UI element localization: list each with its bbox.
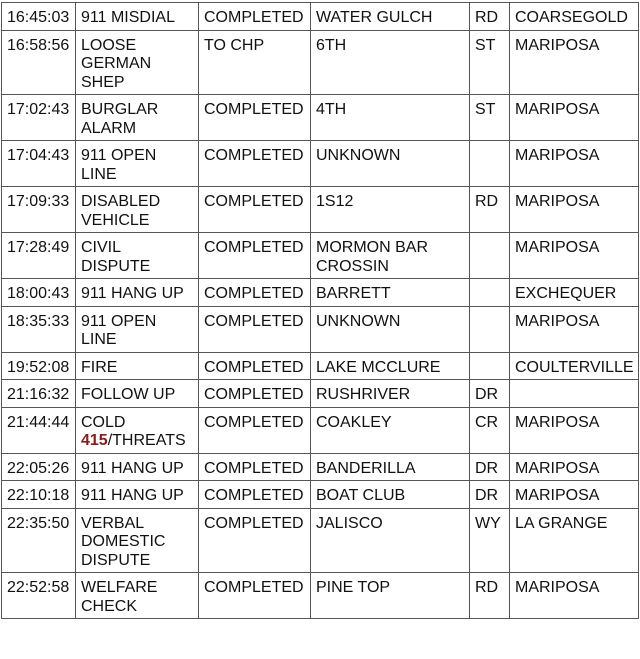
cell-status: COMPLETED: [199, 573, 311, 619]
cell-status: COMPLETED: [199, 306, 311, 352]
cell-street-suffix: [470, 279, 510, 307]
cell-street: BANDERILLA: [311, 453, 470, 481]
cell-street-suffix: [470, 233, 510, 279]
cell-street: LAKE MCCLURE: [311, 352, 470, 380]
cell-call-type: CIVIL DISPUTE: [76, 233, 199, 279]
cell-status: COMPLETED: [199, 141, 311, 187]
cell-status: COMPLETED: [199, 279, 311, 307]
cell-street-suffix: RD: [470, 187, 510, 233]
cell-street: UNKNOWN: [311, 141, 470, 187]
table-row: [2, 3, 639, 31]
cell-status: COMPLETED: [199, 407, 311, 453]
table-row: [2, 407, 639, 453]
cell-status: COMPLETED: [199, 453, 311, 481]
cell-street-suffix: DR: [470, 481, 510, 509]
cell-city: COULTERVILLE: [510, 352, 639, 380]
cell-street-suffix: [470, 352, 510, 380]
cell-call-type: VERBAL DOMESTIC DISPUTE: [76, 508, 199, 573]
table-row: [2, 481, 639, 509]
table-row: [2, 279, 639, 307]
cell-street: RUSHRIVER: [311, 380, 470, 408]
cell-status: TO CHP: [199, 30, 311, 95]
cell-time: 21:16:32: [2, 380, 76, 408]
cell-city: MARIPOSA: [510, 30, 639, 95]
cell-street-suffix: CR: [470, 407, 510, 453]
cell-street: JALISCO: [311, 508, 470, 573]
cell-street-suffix: ST: [470, 30, 510, 95]
cell-call-type: DISABLED VEHICLE: [76, 187, 199, 233]
cell-city: MARIPOSA: [510, 453, 639, 481]
cell-street: UNKNOWN: [311, 306, 470, 352]
cell-street-suffix: WY: [470, 508, 510, 573]
cell-street: COAKLEY: [311, 407, 470, 453]
cell-time: 22:52:58: [2, 573, 76, 619]
cell-call-type: [76, 407, 199, 453]
cell-time: 22:05:26: [2, 453, 76, 481]
call-log-table: [1, 2, 639, 619]
cell-status: COMPLETED: [199, 380, 311, 408]
call-type-line1: COLD: [81, 413, 126, 431]
cell-street: 6TH: [311, 30, 470, 95]
cell-street-suffix: RD: [470, 573, 510, 619]
cell-time: 22:35:50: [2, 508, 76, 573]
cell-call-type: 911 HANG UP: [76, 279, 199, 307]
table-row: [2, 453, 639, 481]
cell-city: MARIPOSA: [510, 407, 639, 453]
table-row: [2, 352, 639, 380]
cell-city: MARIPOSA: [510, 481, 639, 509]
cell-time: 22:10:18: [2, 481, 76, 509]
table-row: [2, 141, 639, 187]
cell-time: 17:02:43: [2, 95, 76, 141]
cell-time: 18:00:43: [2, 279, 76, 307]
cell-street: MORMON BAR CROSSIN: [311, 233, 470, 279]
cell-street: PINE TOP: [311, 573, 470, 619]
cell-time: 18:35:33: [2, 306, 76, 352]
cell-street: BARRETT: [311, 279, 470, 307]
table-row: [2, 95, 639, 141]
cell-call-type: 911 MISDIAL: [76, 3, 199, 31]
cell-status: COMPLETED: [199, 233, 311, 279]
cell-city: MARIPOSA: [510, 141, 639, 187]
table-row: [2, 380, 639, 408]
cell-call-type: FIRE: [76, 352, 199, 380]
cell-street-suffix: DR: [470, 453, 510, 481]
cell-city: EXCHEQUER: [510, 279, 639, 307]
cell-time: 16:45:03: [2, 3, 76, 31]
cell-city: MARIPOSA: [510, 187, 639, 233]
table-row: [2, 573, 639, 619]
cell-call-type: LOOSE GERMAN SHEP: [76, 30, 199, 95]
cell-city: LA GRANGE: [510, 508, 639, 573]
cell-street: BOAT CLUB: [311, 481, 470, 509]
cell-street-suffix: DR: [470, 380, 510, 408]
cell-city: MARIPOSA: [510, 233, 639, 279]
cell-status: COMPLETED: [199, 3, 311, 31]
cell-city: [510, 380, 639, 408]
cell-city: COARSEGOLD: [510, 3, 639, 31]
table-row: [2, 306, 639, 352]
cell-time: 21:44:44: [2, 407, 76, 453]
cell-time: 17:28:49: [2, 233, 76, 279]
cell-call-type: WELFARE CHECK: [76, 573, 199, 619]
cell-call-type: BURGLAR ALARM: [76, 95, 199, 141]
cell-call-type: 911 HANG UP: [76, 481, 199, 509]
cell-street: WATER GULCH: [311, 3, 470, 31]
table-row: [2, 30, 639, 95]
cell-status: COMPLETED: [199, 187, 311, 233]
cell-call-type: 911 OPEN LINE: [76, 306, 199, 352]
cell-street: 1S12: [311, 187, 470, 233]
cell-time: 17:04:43: [2, 141, 76, 187]
cell-street: 4TH: [311, 95, 470, 141]
call-type-rest: /THREATS: [107, 432, 186, 449]
cell-call-type: FOLLOW UP: [76, 380, 199, 408]
cell-city: MARIPOSA: [510, 573, 639, 619]
cell-call-type: 911 OPEN LINE: [76, 141, 199, 187]
cell-city: MARIPOSA: [510, 95, 639, 141]
cell-time: 16:58:56: [2, 30, 76, 95]
table-row: [2, 187, 639, 233]
cell-status: COMPLETED: [199, 95, 311, 141]
cell-street-suffix: ST: [470, 95, 510, 141]
cell-time: 19:52:08: [2, 352, 76, 380]
cell-time: 17:09:33: [2, 187, 76, 233]
cell-status: COMPLETED: [199, 508, 311, 573]
table-row: [2, 508, 639, 573]
cell-street-suffix: [470, 141, 510, 187]
table-row: [2, 233, 639, 279]
cell-street-suffix: [470, 306, 510, 352]
call-log-body: [2, 3, 639, 619]
cell-status: COMPLETED: [199, 352, 311, 380]
cell-call-type: 911 HANG UP: [76, 453, 199, 481]
cell-status: COMPLETED: [199, 481, 311, 509]
penal-code-415: 415: [81, 432, 108, 449]
cell-city: MARIPOSA: [510, 306, 639, 352]
cell-street-suffix: RD: [470, 3, 510, 31]
